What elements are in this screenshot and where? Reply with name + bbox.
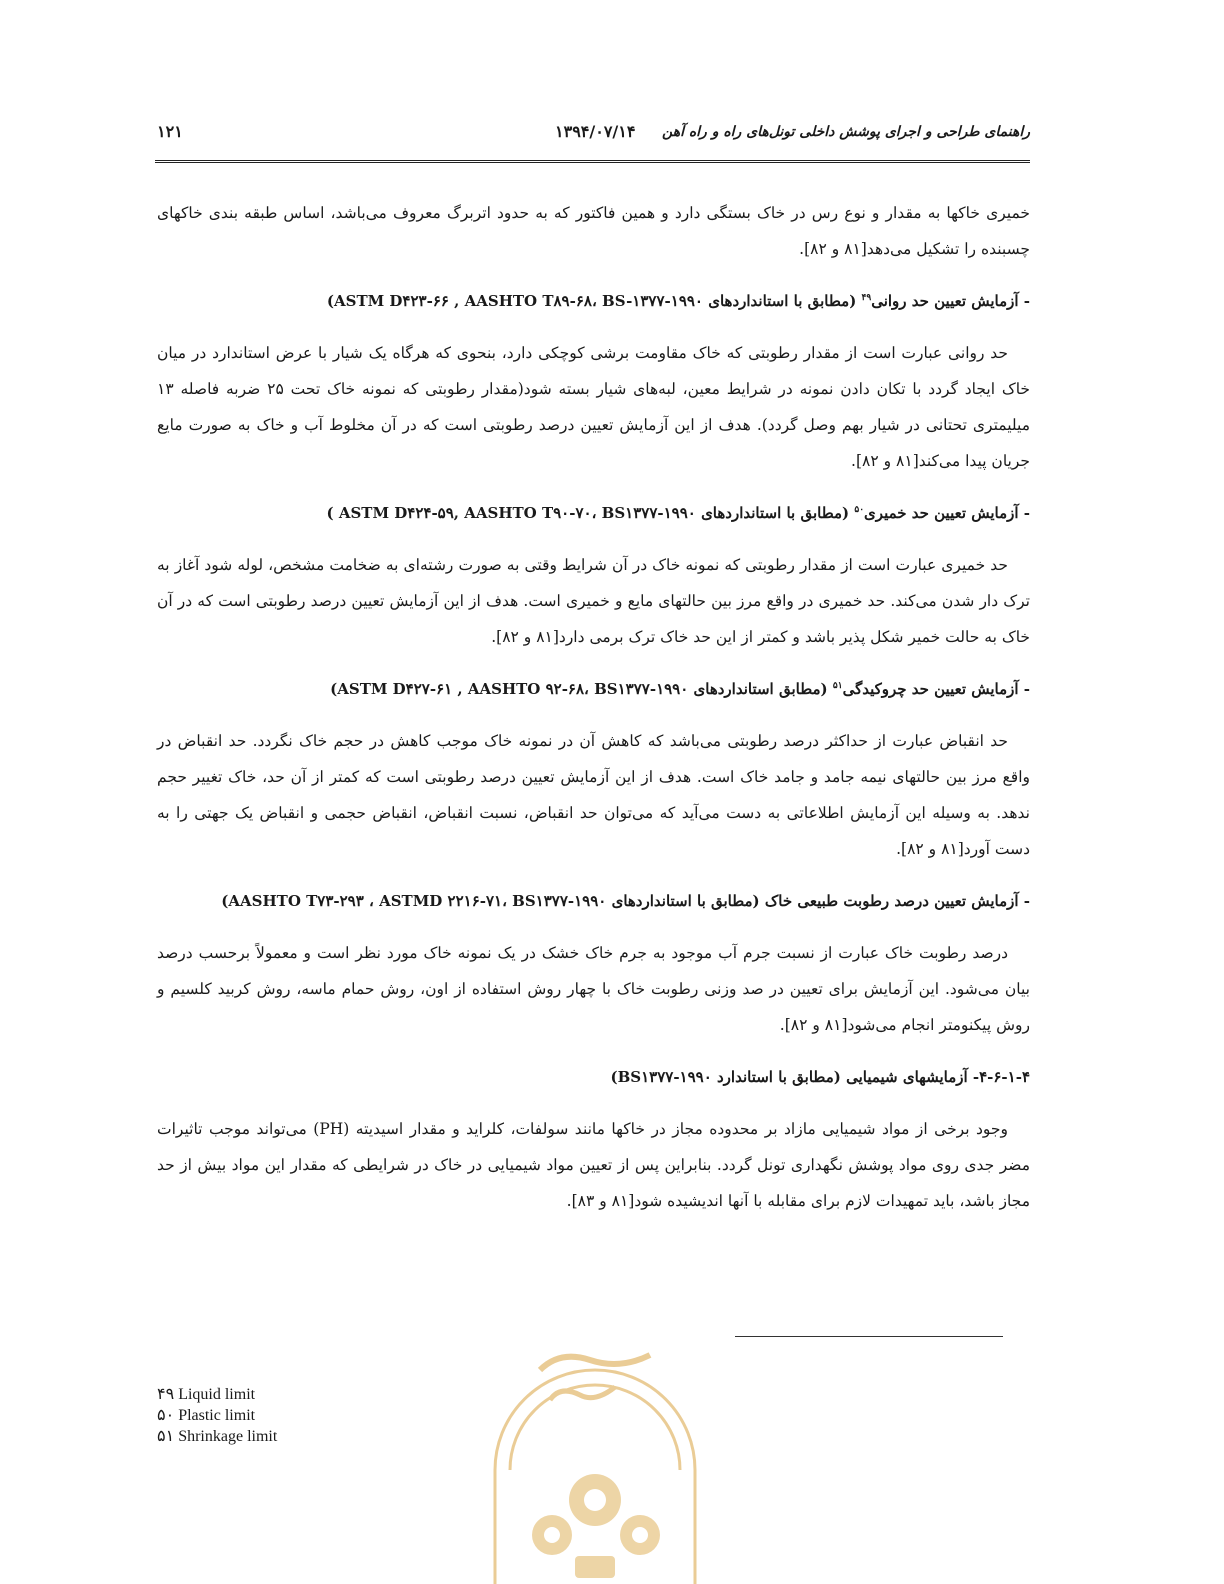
liquid-limit-standards: (مطابق با استانداردهای ASTM D۴۲۳-۶۶ , AASHTO T۸۹-۶۸، BS-۱۳۷۷-۱۹۹۰)	[326, 292, 857, 310]
header-divider	[155, 160, 1030, 163]
footnotes	[157, 1384, 277, 1447]
shrinkage-limit-title: - آزمایش تعیین حد چروکیدگی	[842, 680, 1030, 698]
footnote-49: ۴۹ Liquid limit	[157, 1386, 256, 1403]
shrinkage-limit-heading	[157, 673, 1030, 705]
page-header	[155, 120, 1030, 156]
liquid-limit-title: - آزمایش تعیین حد روانی	[871, 292, 1030, 310]
plastic-limit-paragraph: حد خمیری عبارت است از مقدار رطوبتی که نمونه خاک در آن شرایط وقتی به صورت رشته‌ای به ضخامت مشخص، لوله شود آغاز به ترک دار شدن می‌کند. حد خمیری در واقع مرز بین حالتهای مایع و خمیری است. هدف از این آزمایش تعیین درصد رطوبتی است که در آن خاک به حالت خمیر شکل پذیر باشد و کمتر از این حد خاک ترک برمی دارد[۸۱ و ۸۲].	[157, 556, 1030, 646]
main-content	[157, 195, 1030, 1237]
publisher-seal-icon	[480, 1330, 710, 1584]
intro-paragraph: خمیری خاکها به مقدار و نوع رس در خاک بستگی دارد و همین فاکتور که به حدود اتربرگ معروف می‌باشد، اساس طبقه بندی خاکهای چسبنده را تشکیل می‌دهد[۸۱ و ۸۲].	[157, 204, 1030, 258]
shrinkage-limit-paragraph: حد انقباض عبارت از حداکثر درصد رطوبتی می‌باشد که کاهش آن در نمونه خاک موجب کاهش در حجم خاک نگردد. حد انقباض در واقع مرز بین حالتهای نیمه جامد و جامد خاک است. هدف از این آزمایش تعیین درصد رطوبتی است که کمتر از آن حد، خاک تغییر حجم ندهد. به وسیله این آزمایش اطلاعاتی به دست می‌آید که می‌توان حد انقباض، نسبت انقباض، انقباض حجمی و انقباض یک جهتی را به دست آورد[۸۱ و ۸۲].	[157, 732, 1030, 858]
liquid-limit-paragraph: حد روانی عبارت است از مقدار رطوبتی که خاک مقاومت برشی کوچکی دارد، بنحوی که هرگاه یک شیار با عرض استاندارد در میان خاک ایجاد گردد با تکان دادن نمونه در شرایط معین، لبه‌های شیار بسته شود(مقدار رطوبتی که نمونه خاک تحت ۲۵ ضربه فاصله ۱۳ میلیمتری تحتانی در شیار بهم وصل گردد). هدف از این آزمایش تعیین درصد رطوبتی است که در آن مخلوط آب و خاک به صورت مایع جریان پیدا می‌کند[۸۱ و ۸۲].	[157, 344, 1030, 470]
moisture-content-heading: - آزمایش تعیین درصد رطوبت طبیعی خاک (مطابق با استانداردهای AASHTO T۷۳-۲۹۳ ، ASTMD ۲۲۱۶-۷۱، BS۱۳۷۷-۱۹۹۰)	[221, 892, 1030, 910]
plastic-limit-title: - آزمایش تعیین حد خمیری	[864, 504, 1030, 522]
footnote-51: ۵۱ Shrinkage limit	[157, 1428, 278, 1445]
footnote-ref-51[interactable]: ۵۱	[832, 681, 843, 691]
liquid-limit-heading	[157, 285, 1030, 317]
plastic-limit-heading	[157, 497, 1030, 529]
page-number: ۱۲۱	[157, 122, 183, 141]
footnote-ref-49[interactable]: ۴۹	[861, 293, 872, 303]
footnote-50: ۵۰ Plastic limit	[157, 1407, 256, 1424]
header-date: ۱۳۹۴/۰۷/۱۴	[555, 122, 636, 141]
chemical-tests-heading: ۴-۶-۱-۴- آزمایشهای شیمیایی (مطابق با استاندارد BS۱۳۷۷-۱۹۹۰)	[610, 1068, 1030, 1086]
footnote-divider	[735, 1336, 1003, 1337]
plastic-limit-standards: (مطابق با استانداردهای ASTM D۴۲۴-۵۹, AASHTO T۹۰-۷۰، BS۱۳۷۷-۱۹۹۰ )	[326, 504, 850, 522]
footnote-ref-50[interactable]: ۵۰	[854, 505, 865, 515]
chemical-tests-paragraph: وجود برخی از مواد شیمیایی مازاد بر محدوده مجاز در خاکها مانند سولفات، کلراید و مقدار اسیدیته (PH) می‌تواند موجب تاثیرات مضر جدی روی مواد پوشش نگهداری تونل گردد. بنابراین پس از تعیین مواد شیمیایی در خاک در شرایطی که مقدار این مواد بیش از حد مجاز باشد، باید تمهیدات لازم برای مقابله با آنها اندیشیده شود[۸۱ و ۸۳].	[157, 1120, 1030, 1210]
running-title: راهنمای طراحی و اجرای پوشش داخلی تونل‌های راه و راه آهن	[662, 124, 1030, 140]
moisture-content-paragraph: درصد رطوبت خاک عبارت از نسبت جرم آب موجود به جرم خاک خشک در یک نمونه خاک مورد نظر است و معمولاً برحسب درصد بیان می‌شود. این آزمایش برای تعیین در صد وزنی رطوبت خاک با چهار روش استفاده از اون، روش حمام ماسه، روش کربید کلسیم و روش پیکنومتر انجام می‌شود[۸۱ و ۸۲].	[157, 944, 1030, 1034]
shrinkage-limit-standards: (مطابق استانداردهای ASTM D۴۲۷-۶۱ , AASHTO ۹۲-۶۸، BS۱۳۷۷-۱۹۹۰)	[330, 680, 828, 698]
